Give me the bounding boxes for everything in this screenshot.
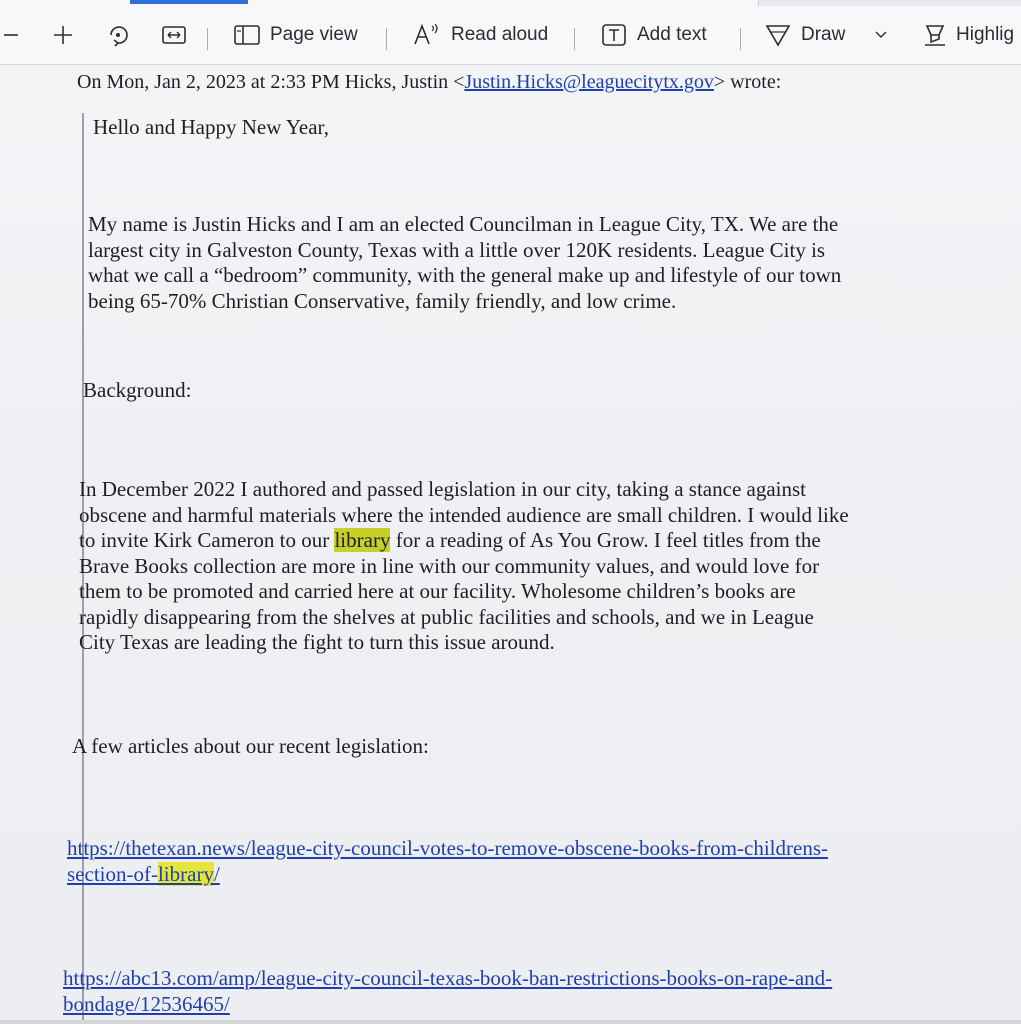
background-heading: Background: bbox=[83, 378, 192, 402]
fit-width-button[interactable] bbox=[162, 6, 186, 64]
header-prefix: On Mon, Jan 2, 2023 at 2:33 PM Hicks, Justin < bbox=[77, 71, 465, 93]
toolbar-separator bbox=[386, 28, 387, 50]
link-text[interactable]: / bbox=[213, 861, 220, 886]
page-view-button[interactable] bbox=[234, 6, 358, 64]
chevron-down-icon bbox=[874, 30, 888, 40]
toolbar-separator bbox=[740, 28, 741, 50]
articles-heading: A few articles about our recent legislation: bbox=[72, 734, 429, 758]
rotate-icon bbox=[106, 23, 130, 47]
page-bottom-edge bbox=[0, 1020, 1021, 1024]
active-tab-indicator bbox=[130, 0, 248, 4]
body-text: for a reading of As You Grow. I feel titles from the bbox=[390, 528, 821, 552]
add-text-icon bbox=[601, 23, 627, 47]
rotate-button[interactable] bbox=[106, 6, 130, 64]
body-line: City Texas are leading the fight to turn this issue around. bbox=[79, 630, 555, 654]
highlight-icon bbox=[924, 23, 946, 47]
page-view-icon bbox=[234, 24, 260, 46]
draw-button[interactable] bbox=[765, 6, 845, 64]
pdf-document-page bbox=[0, 65, 1021, 1024]
body-line: In December 2022 I authored and passed legislation in our city, taking a stance against bbox=[79, 477, 806, 501]
body-line: Brave Books collection are more in line with our community values, and would love for bbox=[79, 553, 820, 578]
greeting: Hello and Happy New Year, bbox=[93, 115, 329, 139]
add-text-label: Add text bbox=[637, 24, 707, 45]
highlight-button[interactable] bbox=[924, 6, 1014, 64]
page-view-label: Page view bbox=[270, 24, 358, 45]
toolbar-separator bbox=[574, 28, 575, 50]
highlight-label: Highlig bbox=[956, 24, 1015, 45]
article-link-2[interactable] bbox=[63, 966, 832, 1017]
intro-line: largest city in Galveston County, Texas with a little over 120K residents. League City is bbox=[88, 237, 826, 262]
intro-line: being 65-70% Christian Conservative, family friendly, and low crime. bbox=[88, 288, 677, 313]
plus-icon bbox=[52, 24, 74, 46]
minus-icon bbox=[4, 25, 20, 45]
article-link-1-line[interactable]: https://thetexan.news/league-city-council-votes-to-remove-obscene-books-from-childrens- bbox=[67, 836, 828, 860]
add-text-button[interactable] bbox=[601, 6, 707, 64]
body-text: to invite Kirk Cameron to our bbox=[79, 528, 335, 552]
sender-email-link[interactable]: Justin.Hicks@leaguecitytx.gov bbox=[464, 71, 714, 93]
toolbar-separator bbox=[207, 28, 208, 50]
link-text[interactable]: section-of- bbox=[67, 861, 158, 886]
header-suffix: > wrote: bbox=[713, 71, 782, 93]
article-link-2-line[interactable]: bondage/12536465/ bbox=[63, 991, 230, 1016]
intro-paragraph bbox=[88, 212, 841, 314]
zoom-out-button[interactable] bbox=[4, 6, 20, 64]
toolbar bbox=[0, 6, 1021, 65]
body-paragraph bbox=[79, 477, 849, 656]
fit-width-icon bbox=[162, 26, 186, 44]
read-aloud-button[interactable] bbox=[413, 6, 548, 64]
intro-line: what we call a “bedroom” community, with the general make up and lifestyle of our town bbox=[88, 263, 842, 287]
body-line: rapidly disappearing from the shelves at public facilities and schools, and we in League bbox=[79, 604, 814, 629]
draw-label: Draw bbox=[801, 24, 846, 45]
zoom-in-button[interactable] bbox=[52, 6, 74, 64]
email-quote-header bbox=[77, 71, 781, 94]
body-line: them to be promoted and carried here at our facility. Wholesome children’s books are bbox=[79, 579, 796, 603]
draw-icon bbox=[765, 23, 791, 47]
read-aloud-icon bbox=[413, 23, 441, 47]
read-aloud-label: Read aloud bbox=[451, 24, 549, 45]
body-line bbox=[79, 528, 849, 554]
intro-line: My name is Justin Hicks and I am an elected Councilman in League City, TX. We are the bbox=[88, 212, 839, 236]
article-link-2-line[interactable]: https://abc13.com/amp/league-city-council-texas-book-ban-restrictions-books-on-rape-and- bbox=[63, 966, 833, 990]
body-line: obscene and harmful materials where the intended audience are small children. I would like bbox=[79, 502, 849, 527]
draw-options-dropdown[interactable] bbox=[874, 6, 888, 64]
highlighted-word: library bbox=[334, 528, 391, 552]
highlighted-word[interactable]: library bbox=[157, 861, 214, 886]
article-link-1[interactable] bbox=[67, 836, 828, 887]
article-link-1-line[interactable] bbox=[67, 862, 828, 888]
